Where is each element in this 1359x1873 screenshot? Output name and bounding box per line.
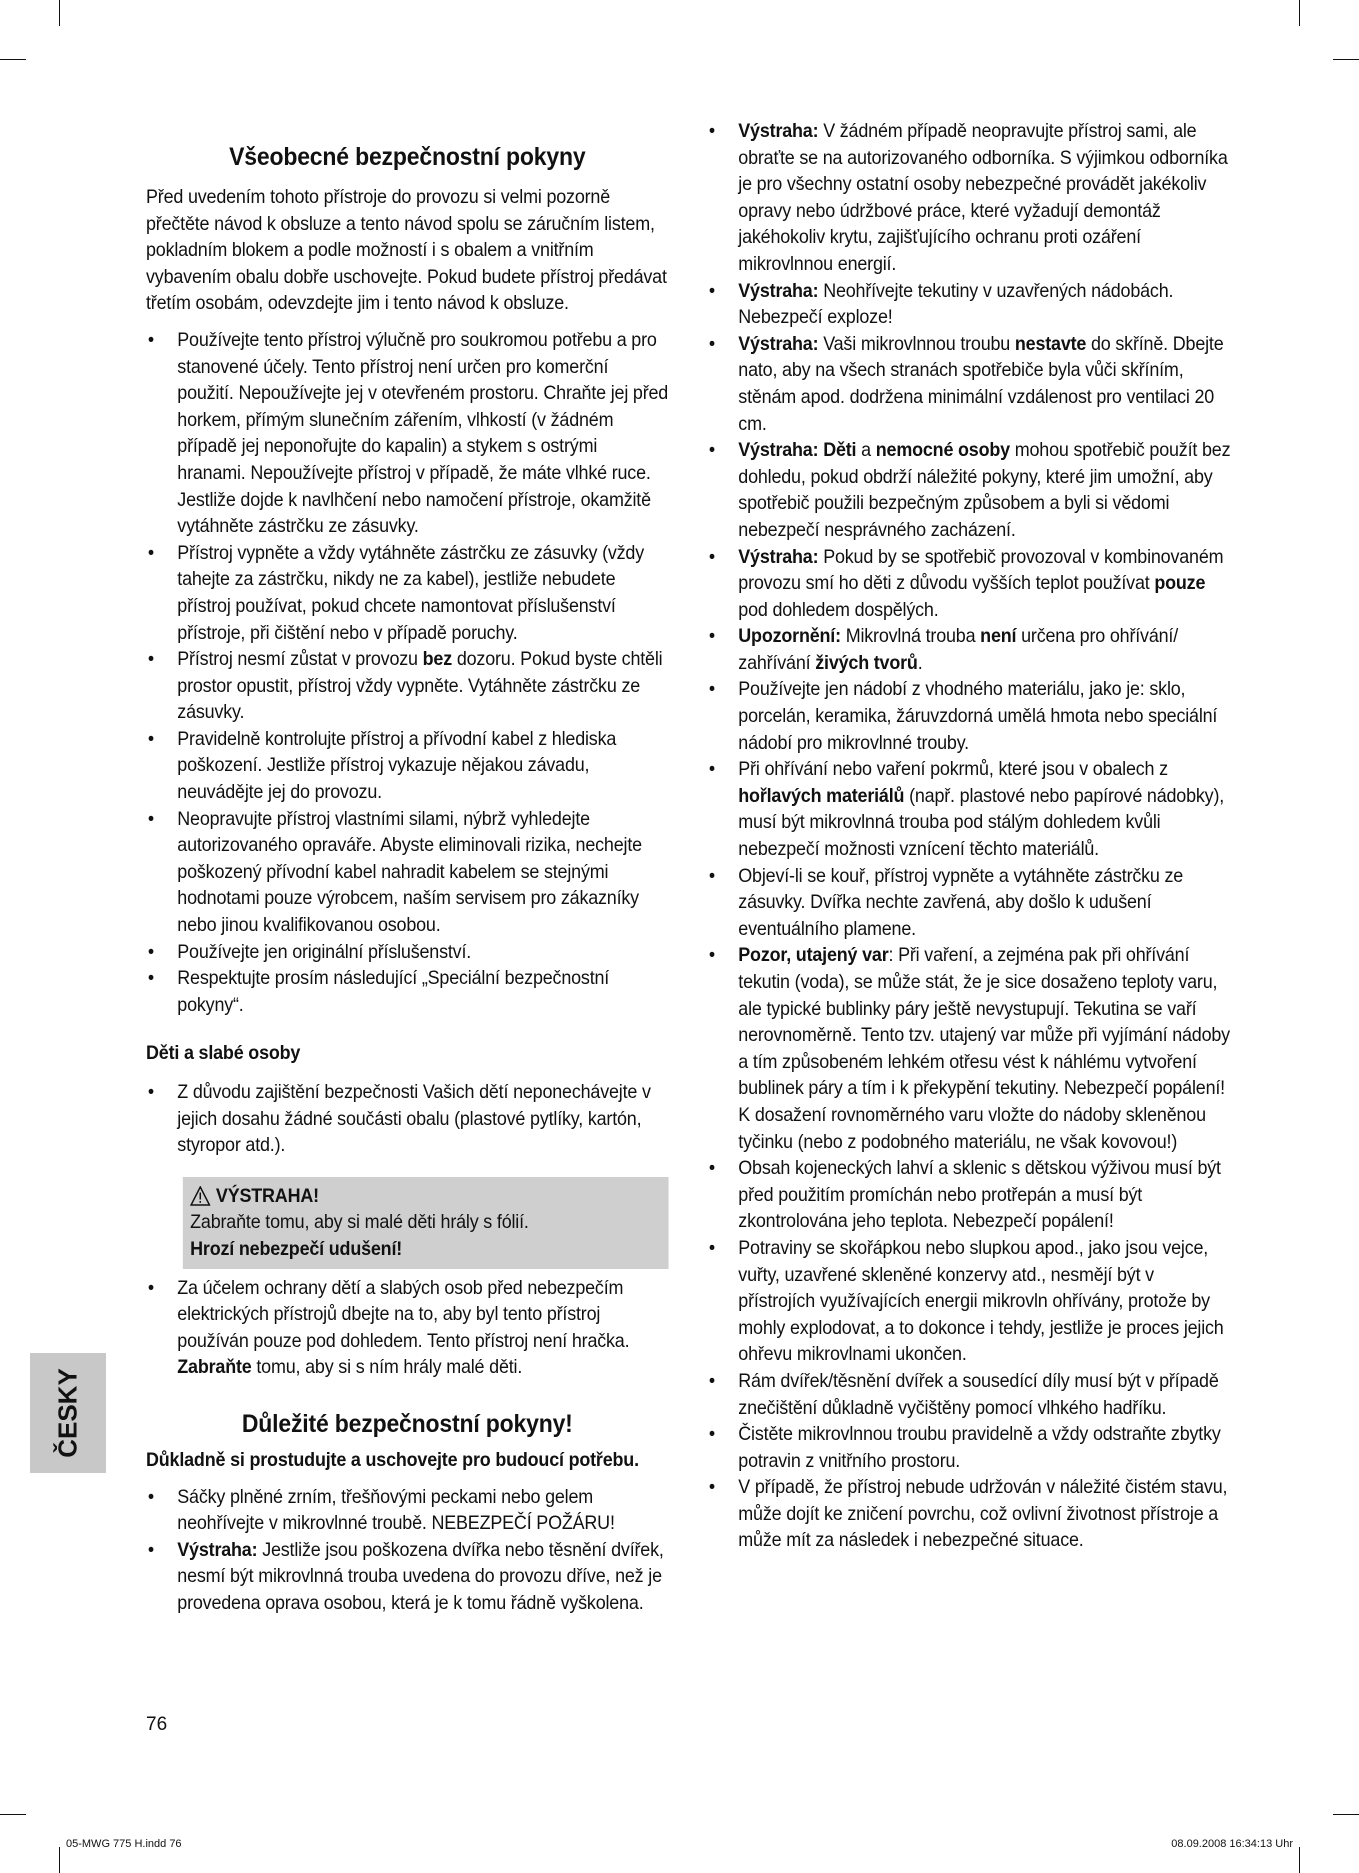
list-item: • Při ohřívání nebo vaření pokrmů, které jsou v obalech z hořlavých materiálů (např. plastové nebo papírové nádobky), musí být mikrovlnná trouba pod stálým dohledem kvůli nebezpečí možnosti vznícení těchto materiálů. [707, 756, 1231, 862]
list-item: • Za účelem ochrany dětí a slabých osob před nebezpečím elektrických přístrojů dbejte na to, aby byl tento přístroj používán pouze pod dohledem. Tento přístroj není hračka. Zabraňte tomu, aby si s ním hrály malé děti. [146, 1275, 669, 1381]
footer-timestamp: 08.09.2008 16:34:13 Uhr [1171, 1838, 1293, 1850]
important-safety-list [146, 1484, 669, 1617]
crop-mark [0, 59, 26, 60]
subheading-study: Důkladně si prostudujte a uschovejte pro budoucí potřebu. [146, 1448, 639, 1471]
list-item: • Neopravujte přístroj vlastními silami, nýbrž vyhledejte autorizovaného opraváře. Abyste eliminovali rizika, nechejte poškozený přívodní kabel nahradit kabelem se stejnými hodnotami pouze výrobcem, naším servisem pro zákazníky nebo jinou kvalifikovanou osobou. [146, 806, 669, 939]
list-item: • Používejte jen nádobí z vhodného materiálu, jako je: sklo, porcelán, keramika, žáruvzdorná umělá hmota nebo speciální nádobí pro mikrovlnné trouby. [707, 676, 1231, 756]
list-item: • Potraviny se skořápkou nebo slupkou apod., jako jsou vejce, vuřty, uzavřené skleněné konzervy atd., nesmějí být v přístrojích využívajících energii mikrovln ohřívány, protože by mohly explodovat, a to dokonce i tehdy, jestliže je proces jejich ohřevu mikrovlnami ukončen. [707, 1235, 1231, 1368]
right-column [707, 118, 1231, 1554]
list-item: • Výstraha: Děti a nemocné osoby mohou spotřebič použít bez dohledu, pokud obdrží náležité pokyny, které jim umožní, aby spotřebič použili bezpečným způsobem a byli si vědomi nebezpečí nesprávného zacházení. [707, 437, 1231, 543]
list-item: • Čistěte mikrovlnnou troubu pravidelně a vždy odstraňte zbytky potravin z vnitřního prostoru. [707, 1421, 1231, 1474]
list-item: • Přístroj nesmí zůstat v provozu bez dozoru. Pokud byste chtěli prostor opustit, přístroj vždy vypněte. Vytáhněte zástrčku ze zásuvky. [146, 646, 669, 726]
warning-text: Zabraňte tomu, aby si malé děti hrály s fólií. [190, 1211, 529, 1234]
list-item: • Výstraha: V žádném případě neopravujte přístroj sami, ale obraťte se na autorizovaného odborníka. S výjimkou odborníka je pro všechny ostatní osoby nebezpečné provádět jakékoliv opravy nebo údržbové práce, které vyžadují demontáž jakéhokoliv krytu, zajišťujícího ochranu proti ozáření mikrovlnnou energií. [707, 118, 1231, 278]
children-list [146, 1079, 669, 1159]
crop-mark [1299, 1847, 1300, 1873]
crop-mark [0, 1814, 26, 1815]
left-column [146, 142, 669, 1617]
language-label: ČESKY [52, 1368, 83, 1458]
list-item: • Sáčky plněné zrním, třešňovými peckami nebo gelem neohřívejte v mikrovlnné troubě. NEBEZPEČÍ POŽÁRU! [146, 1484, 669, 1537]
crop-mark [59, 0, 60, 26]
list-item: • Rám dvířek/těsnění dvířek a sousedící díly musí být v případě znečištění důkladně vyčištěny pomocí vlhkého hadříku. [707, 1368, 1231, 1421]
list-item: • Výstraha: Jestliže jsou poškozena dvířka nebo těsnění dvířek, nesmí být mikrovlnná trouba uvedena do provozu dříve, než je provedena oprava osobou, která je k tomu řádně vyškolena. [146, 1537, 669, 1617]
warnings-list [707, 118, 1231, 1554]
section-title-important-safety: Důležité bezpečnostní pokyny! [241, 1409, 573, 1438]
warning-box [183, 1177, 669, 1269]
children-list-2 [146, 1275, 669, 1381]
warning-danger: Hrozí nebezpečí udušení! [190, 1237, 403, 1260]
general-safety-list [146, 327, 669, 1018]
list-item: • Výstraha: Neohřívejte tekutiny v uzavřených nádobách. Nebezpečí exploze! [707, 278, 1231, 331]
section-title-general-safety: Všeobecné bezpečnostní pokyny [229, 143, 586, 171]
crop-mark [59, 1847, 60, 1873]
crop-mark [1299, 0, 1300, 26]
intro-paragraph: Před uvedením tohoto přístroje do provozu si velmi pozorně přečtěte návod k obsluze a tento návod spolu se záručním listem, pokladním blokem a podle možností i s obalem a vnitřním vybavením obalu dobře uschovejte. Pokud budete přístroj předávat třetím osobám, odevzdejte jim i tento návod k obsluze. [146, 186, 667, 315]
list-item: • Pozor, utajený var: Při vaření, a zejména pak při ohřívání tekutin (voda), se může stát, že je sice dosaženo teploty varu, ale typické bublinky páry ještě nevystupují. Tekutina se vaří nerovnoměrně. Tento tzv. utajený var může při vyjímání nádoby a tím způsobeném lehkém otřesu vést k náhlému vytvoření bublinek páry a tím i k překypění tekutiny. Nebezpečí popálení! K dosažení rovnoměrného varu vložte do nádoby skleněnou tyčinku (nebo z podobného materiálu, ne však kovovou!) [707, 942, 1231, 1155]
list-item: • Výstraha: Vaši mikrovlnnou troubu nestavte do skříně. Dbejte nato, aby na všech stranách spotřebiče byla vůči skříním, stěnám apod. dodržena minimální vzdálenost pro ventilaci 20 cm. [707, 331, 1231, 437]
warning-triangle-icon [190, 1186, 210, 1206]
list-item: • Upozornění: Mikrovlná trouba není určena pro ohřívání/ zahřívání živých tvorů. [707, 623, 1231, 676]
list-item: • Z důvodu zajištění bezpečnosti Vašich dětí neponechávejte v jejich dosahu žádné součásti obalu (plastové pytlíky, kartón, styropor atd.). [146, 1079, 669, 1159]
subheading-children: Děti a slabé osoby [146, 1042, 301, 1065]
page-number: 76 [146, 1714, 168, 1735]
list-item: • Pravidelně kontrolujte přístroj a přívodní kabel z hlediska poškození. Jestliže přístroj vykazuje nějakou závadu, neuvádějte jej do provozu. [146, 726, 669, 806]
list-item: • Obsah kojeneckých lahví a sklenic s dětskou výživou musí být před použitím promíchán nebo protřepán a musí být zkontrolována jeho teplota. Nebezpečí popálení! [707, 1155, 1231, 1235]
crop-mark [1333, 59, 1359, 60]
list-item: • V případě, že přístroj nebude udržován v náležité čistém stavu, může dojít ke zničení povrchu, což ovlivní životnost přístroje a může mít za následek i nebezpečné situace. [707, 1474, 1231, 1554]
list-item: • Výstraha: Pokud by se spotřebič provozoval v kombinovaném provozu smí ho děti z důvodu vyšších teplot používat pouze pod dohledem dospělých. [707, 544, 1231, 624]
crop-mark [1333, 1814, 1359, 1815]
list-item: • Používejte tento přístroj výlučně pro soukromou potřebu a pro stanovené účely. Tento přístroj není určen pro komerční použití. Nepoužívejte jej v otevřeném prostoru. Chraňte jej před horkem, přímým slunečním zářením, vlhkostí (v žádném případě jej neponořujte do kapalin) a stykem s ostrými hranami. Nepoužívejte přístroj v případě, že máte vlhké ruce. Jestliže dojde k navlhčení nebo namočení přístroje, okamžitě vytáhněte zástrčku ze zásuvky. [146, 327, 669, 540]
list-item: • Objeví-li se kouř, přístroj vypněte a vytáhněte zástrčku ze zásuvky. Dvířka nechte zavřená, aby došlo k udušení eventuálního plamene. [707, 863, 1231, 943]
language-tab [30, 1353, 106, 1473]
list-item: • Respektujte prosím následující „Speciální bezpečnostní pokyny“. [146, 965, 669, 1018]
warning-title: VÝSTRAHA! [190, 1183, 656, 1210]
list-item: • Přístroj vypněte a vždy vytáhněte zástrčku ze zásuvky (vždy tahejte za zástrčku, nikdy ne za kabel), jestliže nebudete přístroj používat, pokud chcete namontovat příslušenství přístroje, při čištění nebo v případě poruchy. [146, 540, 669, 646]
footer-file-info: 05-MWG 775 H.indd 76 [66, 1838, 182, 1850]
list-item: • Používejte jen originální příslušenství. [146, 939, 669, 966]
